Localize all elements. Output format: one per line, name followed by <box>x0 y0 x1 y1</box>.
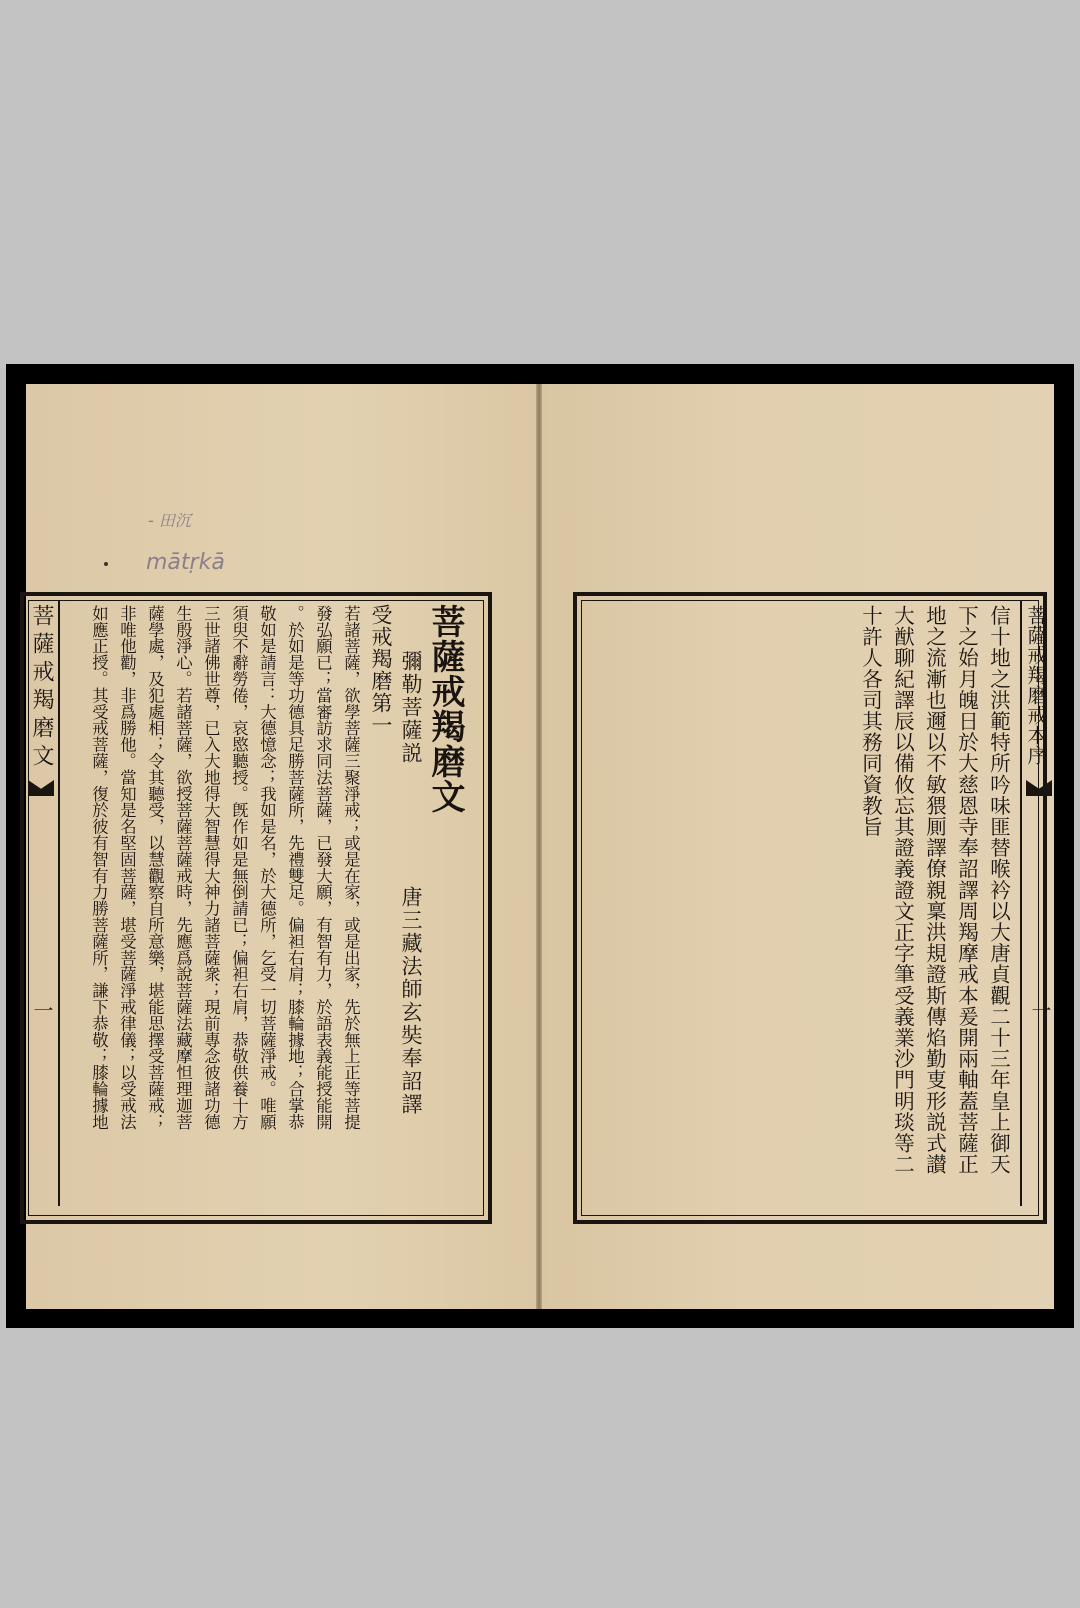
document-title: 菩薩戒羯磨文 <box>425 604 465 814</box>
left-text-column: 敬如是請言：大德憶念；我如是名，於大德所，乞受一切菩薩淨戒。唯願 <box>257 605 277 1130</box>
left-text-column: 須臾不辭勞倦，哀愍聽授。旣作如是無倒請已；偏袒右肩，恭敬供養十方 <box>229 605 249 1130</box>
left-margin-title: 菩薩戒羯磨文 <box>29 604 54 772</box>
right-margin-title: 菩薩戒羯磨戒本序 <box>1024 605 1048 765</box>
left-text-column: 發弘願已；當審訪求同法菩薩，已發大願，有智有力，於語表義能授能開 <box>313 605 333 1130</box>
section-heading: 受戒羯磨第一 <box>369 604 393 736</box>
pencil-note-matrka: mātṛkā <box>146 550 225 575</box>
right-text-column: 下之始月魄日於大慈恩寺奉詔譯周羯摩戒本爰開兩軸蓋菩薩正 <box>954 605 979 1175</box>
ink-dot <box>104 562 108 566</box>
right-text-column: 大猷聊紀譯辰以備攸忘其證義證文正字筆受義業沙門明琰等二 <box>890 605 915 1175</box>
right-text-column: 地之流漸也邇以不敏猥厠譯僚親稟洪規證斯傳焰勤叓形説式讃 <box>922 605 947 1175</box>
translator-line: 唐三藏法師玄奘奉詔譯 <box>399 886 423 1116</box>
left-text-column: 如應正授。其受戒菩薩，復於彼有智有力勝菩薩所，謙下恭敬；膝輪據地 <box>89 605 109 1130</box>
left-text-column: 生殷淨心。若諸菩薩，欲授菩薩菩薩戒時，先應爲說菩薩法藏摩怛理迦菩 <box>173 605 193 1130</box>
left-text-column: 三世諸佛世尊，已入大地得大智慧得大神力諸菩薩衆；現前專念彼諸功德 <box>201 605 221 1130</box>
right-text-column: 信十地之洪範特所吟味匪替喉衿以大唐貞觀二十三年皇上御天 <box>986 605 1011 1175</box>
left-text-column: 若諸菩薩，欲學菩薩三聚淨戒；或是在家，或是出家，先於無上正等菩提 <box>341 605 361 1130</box>
left-text-column: 。於如是等功德具足勝菩薩所，先禮雙足。偏袒右肩；膝輪據地；合掌恭 <box>285 605 305 1130</box>
right-margin-page: 一 <box>1028 1000 1052 1021</box>
right-margin-rule <box>1020 600 1022 1206</box>
left-margin-rule <box>58 600 60 1206</box>
author-line: 彌勒菩薩説 <box>399 650 423 765</box>
left-text-column: 非唯他勸，非爲勝他。當知是名堅固菩薩，堪受菩薩淨戒律儀；以受戒法 <box>117 605 137 1130</box>
left-text-column: 薩學處，及犯處相；令其聽受，以慧觀察自所意樂，堪能思擇受菩薩戒； <box>145 605 165 1130</box>
right-text-column: 十許人各司其務同資教旨 <box>858 605 883 838</box>
book-gutter <box>536 384 542 1309</box>
pencil-note-top: - 田沉 <box>148 511 191 530</box>
left-margin-page: 一 <box>30 1000 54 1021</box>
